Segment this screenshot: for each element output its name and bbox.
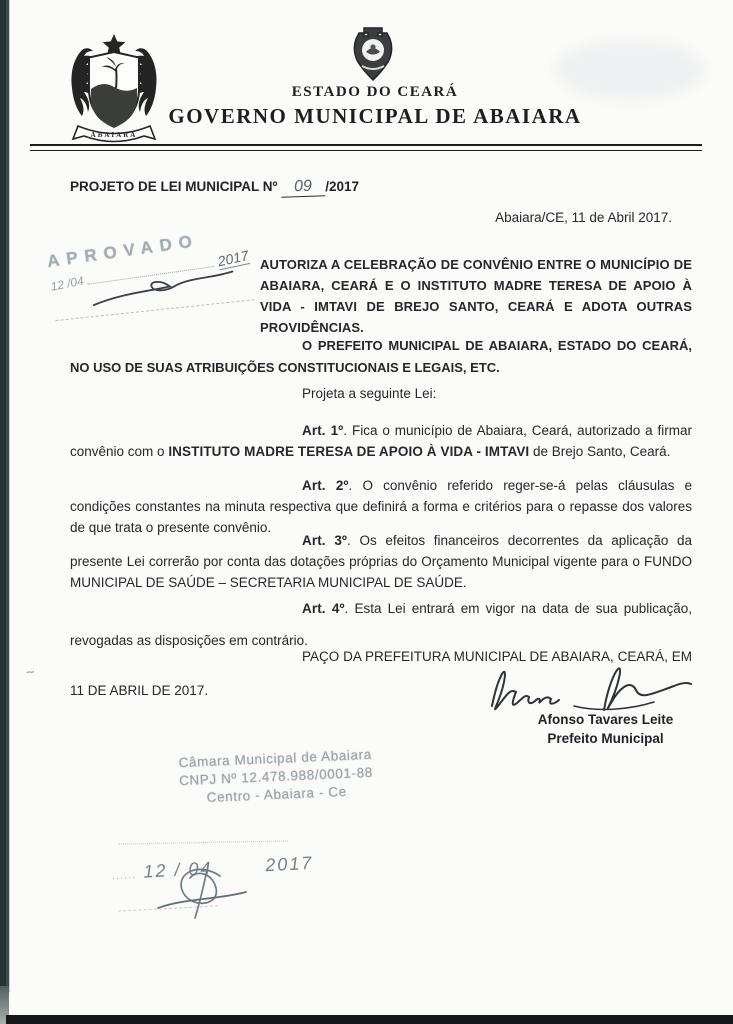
article-2-label: Art. 2º (302, 478, 349, 493)
header-state-line: ESTADO DO CEARÁ (291, 84, 459, 100)
header-double-rule (30, 144, 702, 151)
closing-paragraph: PAÇO DA PREFEITURA MUNICIPAL DE ABAIARA, CEARÁ, EM 11 DE ABRIL DE 2017. (70, 649, 692, 698)
header-text-block (160, 84, 590, 129)
article-3-text: . Os efeitos financeiros decorrentes da aplicação da presente Lei correrão por conta das dotações próprias do Orçamento Municipal vigente para o FUNDO MUNICIPAL DE SAÚDE – SECRETARIA MUNICIPAL DE SAÚDE. (70, 533, 693, 590)
article-1-institute-bold: INSTITUTO MADRE TERESA DE APOIO À VIDA - IMTAVI (168, 444, 530, 459)
approval-stamp-word: APROVADO (45, 230, 201, 272)
bottom-faint-dots: ...... (111, 869, 137, 883)
article-1-text-pre: . Fica o município de Abaiara, Ceará, autorizado a firmar convênio com o (70, 423, 693, 459)
camara-stamp (137, 744, 415, 810)
title-prefix: PROJETO DE LEI MUNICIPAL Nº (70, 179, 278, 194)
bottom-ghost-stamp-row (118, 841, 288, 845)
crest-banner-text: ABAIARA (90, 131, 138, 139)
article-1-label: Art. 1º (302, 423, 344, 438)
header-government-line: GOVERNO MUNICIPAL DE ABAIARA (168, 104, 582, 128)
approval-stamp (46, 224, 254, 324)
approval-stamp-day-month: 12 /04 (49, 273, 85, 294)
ceara-state-emblem-icon (344, 26, 402, 87)
dateline: Abaiara/CE, 11 de Abril 2017. (495, 210, 672, 225)
camara-stamp-line2: CNPJ Nº 12.478.988/0001-88 (178, 764, 374, 789)
camara-stamp-line1: Câmara Municipal de Abaiara (178, 746, 373, 771)
ementa-paragraph: AUTORIZA A CELEBRAÇÃO DE CONVÊNIO ENTRE O MUNICÍPIO DE ABAIARA, CEARÁ E O INSTITUTO MADRE TERESA DE APOIO À VIDA - IMTAVI DE BREJO SANTO, CEARÁ E ADOTA OUTRAS PROVIDÊNCIAS. (260, 257, 692, 335)
article-1 (70, 420, 692, 462)
document-title (70, 178, 359, 197)
article-2-text: . O convênio referido reger-se-á pelas cláusulas e condições constantes na minuta respectiva que definirá a forma e critérios para o repasse dos valores de que trata o presente convênio. (70, 478, 693, 535)
bottom-day-month: 12 / 04 (142, 858, 213, 882)
signatory-name: Afonso Tavares Leite (537, 712, 674, 727)
signatory-role: Prefeito Municipal (547, 731, 664, 746)
article-3-label: Art. 3º (302, 533, 348, 548)
article-1-text-post: de Brejo Santo, Ceará. (529, 444, 671, 459)
preamble-paragraph: O PREFEITO MUNICIPAL DE ABAIARA, ESTADO DO CEARÁ, NO USO DE SUAS ATRIBUIÇÕES CONSTITUCIONAIS E LEGAIS, ETC. (70, 338, 692, 375)
scan-edge-left (0, 0, 10, 992)
title-suffix: /2017 (325, 179, 360, 194)
abaiara-coat-of-arms-icon (60, 34, 168, 151)
article-2 (70, 475, 692, 538)
camara-stamp-line3: Centro - Abaiara - Ce (206, 783, 348, 806)
scan-edge-bottom (6, 1015, 733, 1024)
projeta-line: Projeta a seguinte Lei: (302, 386, 437, 401)
bottom-signature-scribble (150, 862, 270, 927)
approval-stamp-year: 2017 (216, 247, 250, 270)
article-3 (70, 530, 692, 593)
article-4-label: Art. 4º (302, 601, 345, 616)
article-4-text: . Esta Lei entrará em vigor na data de sua publicação, revogadas as disposições em contrário. (70, 601, 692, 648)
left-margin-pen-mark: ~ (24, 663, 37, 682)
signatory-block (498, 710, 713, 748)
title-number-handwritten: 09 (281, 177, 326, 198)
bottom-year: 2017 (264, 852, 314, 876)
